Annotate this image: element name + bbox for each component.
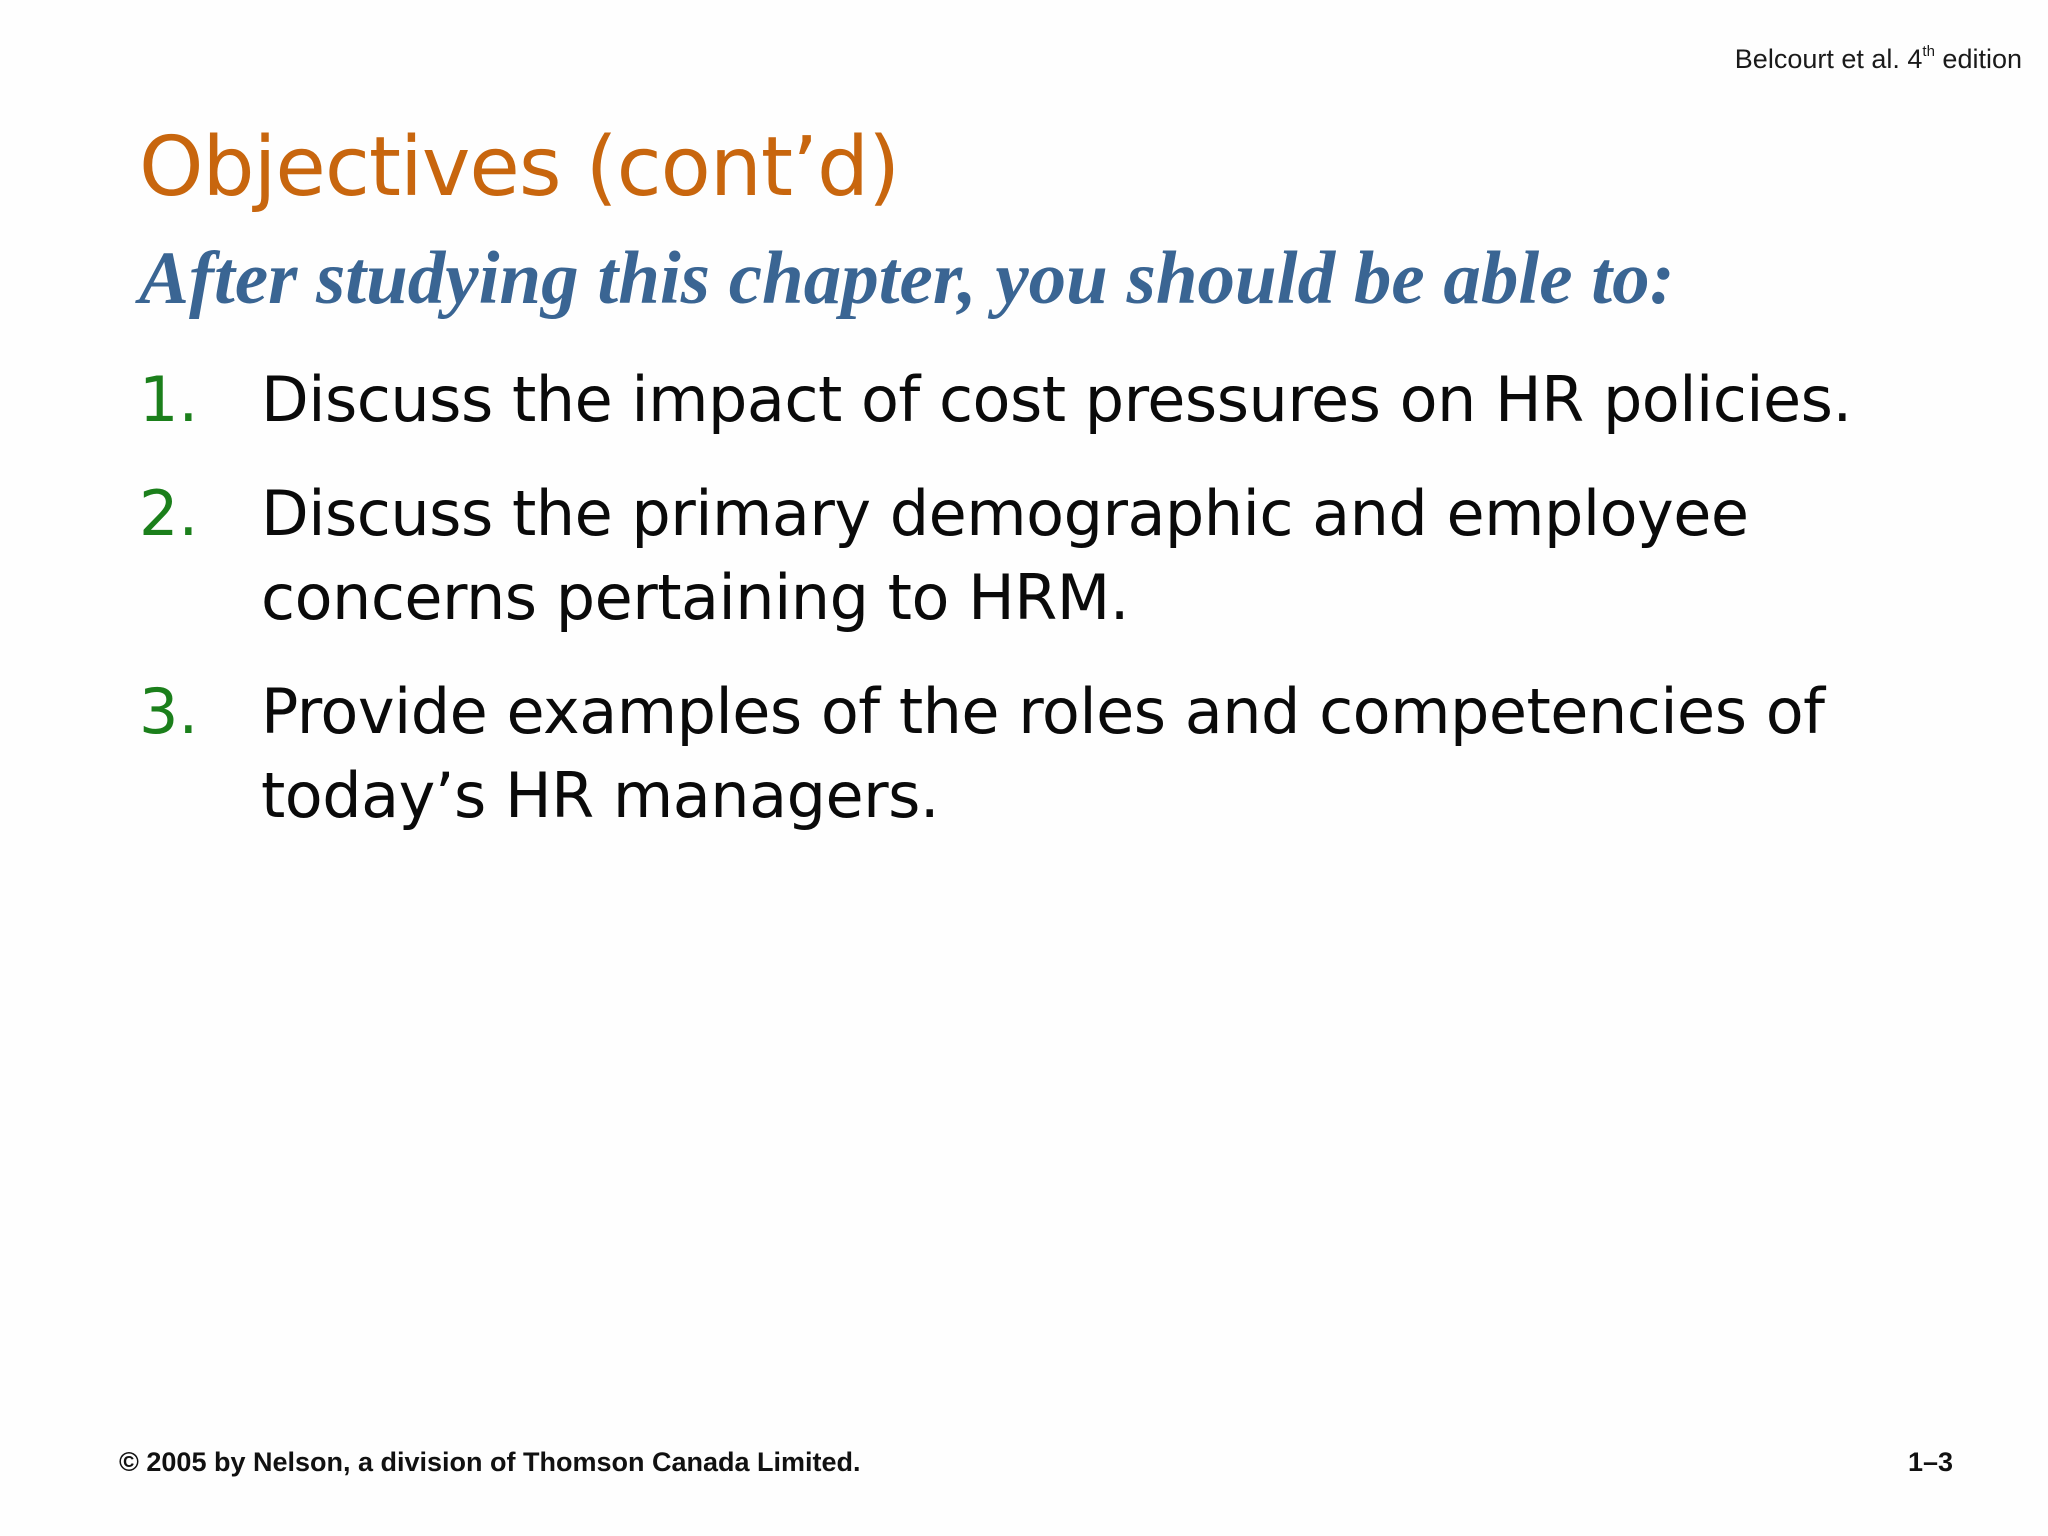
objective-item-2 — [139, 472, 1979, 640]
edition-label — [1735, 44, 2022, 75]
objectives-list — [139, 358, 1979, 868]
footer-copyright: © 2005 by Nelson, a division of Thomson Canada Limited. — [119, 1447, 861, 1477]
objective-item-1 — [139, 358, 1979, 442]
slide-title: Objectives (cont’d) — [139, 120, 900, 215]
objective-number: 3. — [139, 675, 199, 748]
edition-prefix: Belcourt et al. 4 — [1734, 44, 1923, 74]
objective-item-3 — [139, 670, 1979, 838]
objective-text: Discuss the primary demographic and employee concerns pertaining to HRM. — [261, 477, 1749, 634]
slide-subtitle: After studying this chapter, you should be able to: — [139, 237, 1675, 320]
objective-number: 1. — [139, 363, 199, 436]
page-number: 1–3 — [1907, 1447, 1953, 1477]
edition-suffix: edition — [1934, 44, 2022, 74]
edition-superscript: th — [1922, 43, 1935, 60]
objective-number: 2. — [139, 477, 199, 550]
objective-text: Provide examples of the roles and competencies of today’s HR managers. — [261, 675, 1825, 832]
objective-text: Discuss the impact of cost pressures on HR policies. — [261, 363, 1852, 436]
